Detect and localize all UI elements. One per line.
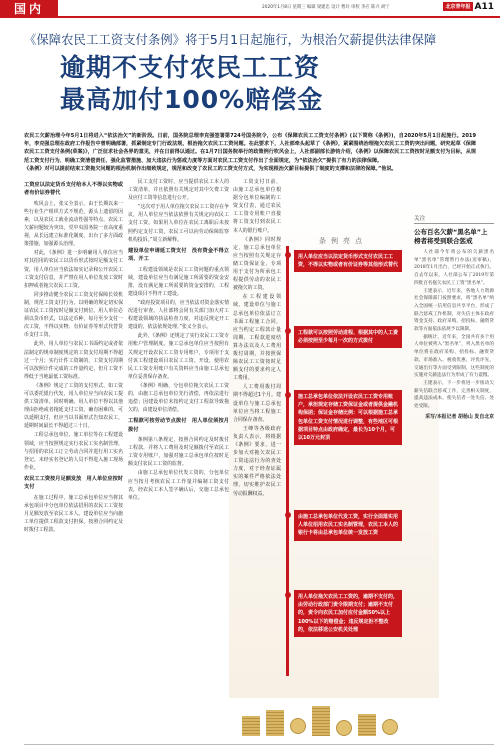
paragraph: 《条例》明确，分包单位拖欠农民工工资的，由施工总承包单位先行清偿，再依法进行追偿；因建设单位未按约定支付工程款导致拖欠的，由建设单位清偿。 bbox=[128, 382, 229, 414]
sidebar-paragraph: 王建表示，下一步将进一步推动欠薪失信联合惩戒工作，完善相关制度，提高违法成本，使失信者一处失信、处处受限。 bbox=[414, 380, 494, 410]
paragraph: 王峰等各级政府负责人表示，将根据《条例》要求，进一步加大对拖欠农民工工资违法行为的查处力度，对于经查证属实的案件严格依法处理，切实维护农民工劳动报酬权益。 bbox=[233, 425, 281, 497]
coin bbox=[382, 719, 398, 735]
body-column-2 bbox=[128, 178, 229, 723]
highlight-tile-1: 用人单位应当以法定货币形式支付农民工工资，不得以实物或者有价证券等其他形式替代 bbox=[294, 250, 402, 272]
paragraph: “政府投资项目的，应当依法对资金落实情况进行审查。人社部将会同有关部门加大对工程建设领域的执法检查力度，对违反规定开工建设的，依法依规处理。”张义全表示。 bbox=[128, 299, 229, 331]
subhead: 农民工工资按月足额发放 用人单位应按时支付 bbox=[24, 475, 123, 491]
paragraph: 同步推动健全农民工工资支付保障长效机制，规范工资支付行为，以明确的规定切实保证农民工工资按时足额支付到位。用人单位必须以货币形式，以法定币种，每月至少支付一次工资，不得以实物、有价证券等形式代替货币支付工资。 bbox=[24, 291, 123, 339]
paragraph: 工程总承包单位、施工单位等在工程建设领域，应当按照规定实行农民工实名制管理，与招用的农民工订立劳动合同并进行用工实名登记。未经实名登记的人员不得进入施工现场作业。 bbox=[24, 432, 123, 471]
coin-stack bbox=[358, 714, 376, 736]
coin bbox=[336, 720, 352, 736]
highlight-tile-3: 施工总承包单位依法开设农民工工资专用账户，承担规定存储工资保证金或者提供金融机构保函；保证金存储比例：可以根据施工总承包单位工资支付情况进行调整，有些地区可根据项目特点由政府确定，最长为10个月，可以10万元封顶 bbox=[294, 390, 402, 445]
lead-text: 农民工欠薪治理今年5月1日将进入“依法治欠”的新阶段。日前，国务院总理李克强签署第724号国务院令，公布《保障农民工工资支付条例》(以下简称《条例》)，自2020年5月1日起施行。2019年，李克强总理在政府工作报告中曾明确部署，抓紧制定专门行政法规，根治拖欠农民工工资问题。在此要求下，人社部牵头起草了《条例》，紧紧围绕治理拖欠农民工工资的突出问题，研究起草《保障农民工工资支付条例(草案)》，广泛征求社会各界的意见，并在日前得以通过。在1月7日国务院举行的政策例行吹风会上，人社部副部长游钧介绍，《条例》以保障农民工工资按时足额支付为目标，从规范工资支付行为、明确工资清偿责任、强化监管措施、加大违法行为惩戒力度等方面对农民工工资支付作出了全面规定，为“依法治欠”提供了有力的法律保障。 bbox=[24, 133, 476, 164]
timeline-dot bbox=[285, 512, 291, 518]
timeline-dot bbox=[285, 392, 291, 398]
sidebar-title: 公布百名欠薪“黑名单”上榜者将受到联合惩戒 bbox=[414, 228, 488, 245]
infographic-title: 条例亮点 bbox=[319, 237, 367, 245]
timeline-dot bbox=[285, 328, 291, 334]
coin-stack bbox=[242, 716, 260, 736]
paragraph: “这次对于用人单位拖欠农民工工资存在争议，用人单位应当依法依照有关规定向农民工支付工资。如果用人单位在农民工离职后未按照约定支付工资，农民工可以向劳动保障监察机构投诉。”周立新解释。 bbox=[128, 204, 229, 243]
highlight-tile-4: 由施工总承包单位代发工资，实行全面落实用人单位招用农民工实名制管理，农民工本人的银行卡将由总承包单位统一发放工资 bbox=[294, 510, 402, 541]
timeline-dot bbox=[285, 252, 291, 258]
paragraph: 吹风会上，张义全表示，由于长期以来一些行业生产组织方式不规范，源头上遗留的因素，以及农民工就业流动性强等特点，农民工欠薪问题较为突出。党中央国务院一直高度重视，从长远建立标准化制度，出台了多方面政策措施，加强源头治理。 bbox=[24, 200, 123, 248]
dateline: 2020年1月8日 星期三 编辑 梁建忠 设计 曹玲 审校 李应 陈兴 胡宁 bbox=[262, 5, 390, 10]
footer-rule bbox=[24, 744, 494, 745]
paper-label: 北京青年报 bbox=[445, 4, 471, 10]
paragraph: 工程建设领域是农民工工资问题的重点领域，建设单位应当有满足施工所需要的资金安排，没有满足施工所需要的资金安排的，工程建设项目不得开工建设。 bbox=[128, 266, 229, 297]
paragraph: 人工费用拨付周期不得超过1个月。建设单位与施工总承包单位应当将工程施工合同保存备查。 bbox=[233, 384, 281, 423]
highlight-tile-5: 用人单位拖欠农民工工资的，逾期不支付的，由劳动行政部门责令限期支付；逾期不支付的，责令向农民工加付应付金额50%以上100%以下的赔偿金；违反规定拒不整改的，依法移送公安机关处理 bbox=[294, 590, 402, 637]
headline-line-1: 逾期不支付农民工工资 bbox=[60, 53, 321, 82]
sidebar-body bbox=[414, 249, 494, 411]
paragraph: 《条例》规定了工资的支付形式、如工资可以委托银行代发，用人单位应当向农民工提供工资清单。同时明确，用人单位不得以其他理由拒绝或者拖延支付工资，确有困难的，可以延期支付，但应当以书面形式告知农民工，延期时间最长不得超过三十日。 bbox=[24, 382, 123, 430]
timeline-dot bbox=[285, 592, 291, 598]
coin-stack bbox=[312, 706, 330, 736]
subhead: 工程款可按劳动节点拨付 用人单位须按月拨付 bbox=[128, 418, 229, 433]
sidebar-paragraph: 据统计，近年来，全国共有多个用人单位被列入“黑名单”，列入黑名单的单位将在政府采购、招投标、融资贷款、市场准入、税收优惠、评优评先、交通出行等方面受到限制，这些制度的实施对欠薪违法行为形成了有力震慑。 bbox=[414, 334, 494, 379]
paragraph: 此外，《条例》还规定了实行农民工工资专用账户管理制度。施工总承包单位应当按照有关规定开设农民工工资专用账户，专项用于支付该工程建设项目农民工工资。开设、使用农民工工资专用账户有关资料应当由施工总承包单位妥善保存备查。 bbox=[128, 333, 229, 380]
highlight-tile-2: 工程款可以按照劳动进程、根据其中的人工费必须按照至少每月一次的方式拨付 bbox=[294, 326, 402, 348]
sidebar-credit: 采写/本报记者 胡杨山 发自北京 bbox=[425, 413, 494, 420]
paragraph: 由施工总承包单位代发工资的，分包单位应当按月考核农民工工作量并编制工资支付表，经农民工本人签字确认后，交施工总承包单位。 bbox=[128, 470, 229, 501]
subhead: 工资应以法定货币支付给本人不得以实物或者有价证券替代 bbox=[24, 182, 123, 197]
article-headline bbox=[60, 52, 440, 116]
page-number bbox=[443, 2, 494, 12]
body-column-3 bbox=[233, 178, 281, 723]
paragraph: 此外，用人单位与农民工书面约定或者依法制定的规章制度规定的工资支付周期不得超过一个月；实行计件工资制的，工资支付周期可以按照计件完成的工作量约定，但月工资不得低于当地最低工资标准。 bbox=[24, 341, 123, 380]
page-header bbox=[0, 0, 500, 18]
infographic-timeline bbox=[286, 246, 289, 676]
paragraph: 民工支付工资时，应当提供农民工本人的工资清单，并且依照有关规定对其中欠费工资及应付工资等信息进行公开。 bbox=[128, 179, 229, 202]
header-rule bbox=[58, 16, 500, 18]
paragraph: 条例第八条规定，按照合同约定及时拨付工程款，并将人工费用及时足额拨付至农民工工资专用账户，加强对施工总承包单位按时足额支付农民工工资的监督。 bbox=[128, 437, 229, 468]
article-lead bbox=[24, 132, 476, 173]
sidebar-paragraph: 王建表示，近年来，各地人力资源社会保障部门按照要求，将“黑名单”纳入全国统一信用信息共享平台，形成了联合惩戒工作机制，对失信主体在政府资金支持、政府采购、招投标、融资贷款等方面依法依规予以限制。 bbox=[414, 288, 494, 333]
paragraph: 对此，《条例》进一步明确用人单位应当对其招用的农民工以货币形式按时足额支付工资，用人单位应当依法如实记录和公开农民工工资支付信息，并严禁在用人单位发放工资时扣押或者拖欠农民工工资。 bbox=[24, 250, 123, 289]
sidebar-paragraph: 人社部今年将公布的欠薪黑名单“黑名单”管理暂行办法(送审稿)，2018年1月出台，已经开始正式执行。自去年以来，人社部公布了2019年第四批百名拖欠农民工工资“黑名单”。 bbox=[414, 250, 494, 286]
lead-tail: 《条例》对可以提前结束工资拖欠问题的根治机制作出细致规定，规范和改变了农民工的工资支付方式，为实现根治欠薪目标提供了制度的支撑和法律的保障。”他说。 bbox=[24, 165, 397, 172]
sidebar-label: 关注 bbox=[414, 214, 494, 224]
sidebar-column bbox=[414, 178, 494, 420]
page-number-value: A11 bbox=[474, 2, 494, 12]
body-column-1 bbox=[24, 178, 123, 723]
paragraph: 在工程建设领域，建设单位与施工总承包单位依法订立书面工程施工合同，应当约定工程款计量周期、工程款进度结算办法以及人工费用拨付周期，并按照保障农民工工资按时足额支付的要求约定人工费用。 bbox=[233, 294, 281, 382]
article-kicker: 《保障农民工工资支付条例》将于5月1日起施行，为根治欠薪提供法律保障 bbox=[24, 32, 437, 47]
headline-line-2: 最高加付100%赔偿金 bbox=[60, 85, 324, 114]
paragraph: 《条例》同时规定，施工总承包单位应当按照有关规定存储工资保证金，专项用于支付为所承包工程提供劳动的农民工被拖欠的工资。 bbox=[233, 236, 281, 292]
section-tab: 国内 bbox=[0, 0, 58, 18]
coin bbox=[290, 718, 306, 734]
coin-stack bbox=[266, 710, 284, 736]
subhead: 建设单位申请延工资支付 没有资金不得立项、开工 bbox=[128, 247, 229, 263]
coins-illustration bbox=[232, 706, 402, 736]
paragraph: 在施工过程中，施工总承包单位应当将其承包项目中分包单位依法招用的农民工工资按月足额发放至农民工本人。建设单位应当向施工单位提供工程款支付担保，按照合同约定及时拨付工程款。 bbox=[24, 494, 123, 534]
paragraph: 工资支付日前，由施工总承包单位根据分包单位编制的工资支付表，通过农民工工资专用账户直接将工资支付到农民工本人的银行账户。 bbox=[233, 179, 281, 234]
